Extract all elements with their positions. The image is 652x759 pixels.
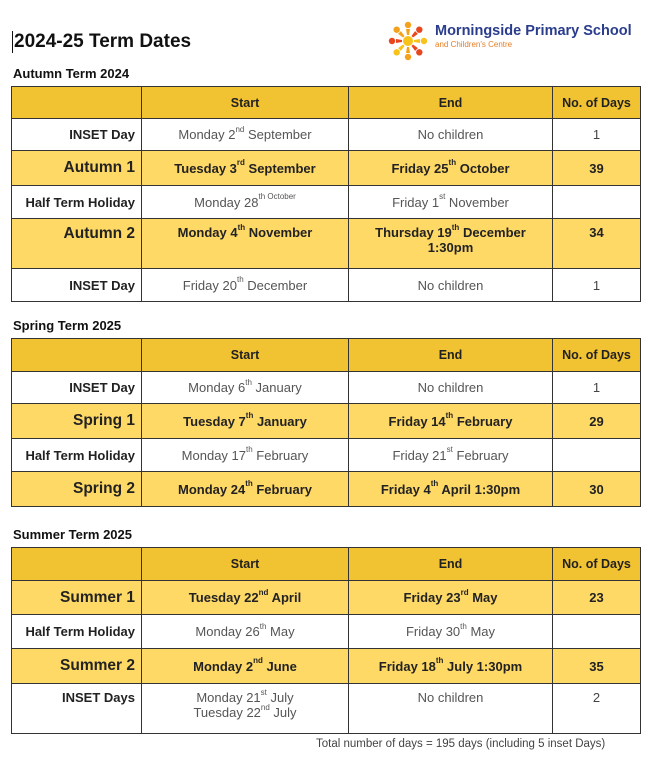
days-count (553, 186, 641, 219)
row-label: Summer 2 (12, 649, 142, 684)
autumn-table (11, 86, 641, 302)
end-date: No children (349, 269, 553, 302)
end-date: No children (349, 684, 553, 734)
table-header-row (12, 87, 641, 119)
end-date: No children (349, 119, 553, 151)
table-row (12, 219, 641, 269)
header-blank (12, 548, 142, 581)
days-count: 2 (553, 684, 641, 734)
days-count: 1 (553, 269, 641, 302)
row-label: Half Term Holiday (12, 439, 142, 472)
days-count: 30 (553, 472, 641, 507)
table-row (12, 472, 641, 507)
school-name: Morningside Primary School (435, 23, 632, 39)
table-row (12, 404, 641, 439)
header-blank (12, 339, 142, 372)
days-count (553, 615, 641, 649)
header-days: No. of Days (553, 548, 641, 581)
header-blank (12, 87, 142, 119)
start-date: Tuesday 7th January (142, 404, 349, 439)
start-date: Monday 6th January (142, 372, 349, 404)
table-row (12, 684, 641, 734)
start-date: Monday 17th February (142, 439, 349, 472)
table-row (12, 649, 641, 684)
end-date: Friday 1st November (349, 186, 553, 219)
start-date: Tuesday 3rd September (142, 151, 349, 186)
end-date: Friday 25th October (349, 151, 553, 186)
end-date: Friday 23rd May (349, 581, 553, 615)
days-count: 1 (553, 119, 641, 151)
table-row (12, 151, 641, 186)
days-count: 23 (553, 581, 641, 615)
table-row (12, 372, 641, 404)
table-row (12, 439, 641, 472)
table-row (12, 186, 641, 219)
table-header-row (12, 548, 641, 581)
end-date: Thursday 19th December 1:30pm (349, 219, 553, 269)
start-date: Monday 2nd September (142, 119, 349, 151)
total-days-footer: Total number of days = 195 days (including 5 inset Days) (316, 738, 606, 750)
page-title: 2024-25 Term Dates (14, 31, 192, 52)
days-count (553, 439, 641, 472)
table-row (12, 615, 641, 649)
days-count: 39 (553, 151, 641, 186)
table-row (12, 269, 641, 302)
row-label: Half Term Holiday (12, 615, 142, 649)
row-label: INSET Days (12, 684, 142, 734)
row-label: INSET Day (12, 119, 142, 151)
table-row (12, 581, 641, 615)
start-date: Monday 4th November (142, 219, 349, 269)
header-start: Start (142, 548, 349, 581)
spring-section-title: Spring Term 2025 (13, 318, 122, 333)
end-date: Friday 21st February (349, 439, 553, 472)
header-days: No. of Days (553, 339, 641, 372)
end-date: Friday 30th May (349, 615, 553, 649)
row-label: INSET Day (12, 372, 142, 404)
start-date: Tuesday 22nd April (142, 581, 349, 615)
days-count: 34 (553, 219, 641, 269)
school-subtitle: and Children's Centre (435, 40, 513, 49)
row-label: Spring 1 (12, 404, 142, 439)
header-days: No. of Days (553, 87, 641, 119)
start-date: Monday 21st July Tuesday 22nd July (142, 684, 349, 734)
sun-people-icon (385, 18, 431, 64)
school-logo (385, 18, 645, 66)
spring-table (11, 338, 641, 507)
days-count: 35 (553, 649, 641, 684)
end-date: Friday 14th February (349, 404, 553, 439)
row-label: Spring 2 (12, 472, 142, 507)
start-date: Monday 26th May (142, 615, 349, 649)
summer-section-title: Summer Term 2025 (13, 527, 132, 542)
row-label: Half Term Holiday (12, 186, 142, 219)
header-start: Start (142, 87, 349, 119)
header-end: End (349, 87, 553, 119)
header-end: End (349, 339, 553, 372)
autumn-section-title: Autumn Term 2024 (13, 66, 130, 81)
end-date: No children (349, 372, 553, 404)
start-date: Monday 24th February (142, 472, 349, 507)
days-count: 1 (553, 372, 641, 404)
row-label: Summer 1 (12, 581, 142, 615)
header-end: End (349, 548, 553, 581)
start-date: Monday $28^{th October}$ (142, 186, 349, 219)
end-date: Friday 4th April 1:30pm (349, 472, 553, 507)
summer-table (11, 547, 641, 734)
row-label: INSET Day (12, 269, 142, 302)
row-label: Autumn 1 (12, 151, 142, 186)
start-date: Monday 2nd June (142, 649, 349, 684)
row-label: Autumn 2 (12, 219, 142, 269)
table-row (12, 119, 641, 151)
table-header-row (12, 339, 641, 372)
header-start: Start (142, 339, 349, 372)
end-date: Friday 18th July 1:30pm (349, 649, 553, 684)
days-count: 29 (553, 404, 641, 439)
start-date: Friday 20th December (142, 269, 349, 302)
